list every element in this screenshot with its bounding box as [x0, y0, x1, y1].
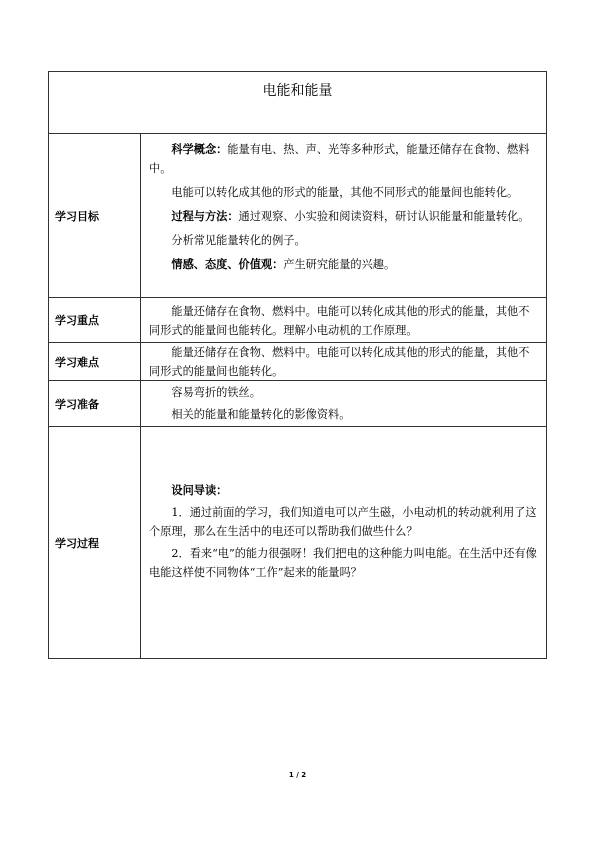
- emotion-text: 产生研究能量的兴趣。: [283, 258, 396, 271]
- content-process: [141, 427, 546, 658]
- row-goals: [49, 134, 546, 298]
- label-goals: 学习目标: [49, 134, 141, 297]
- process-label: 过程与方法：: [171, 210, 239, 223]
- label-process: 学习过程: [49, 427, 141, 658]
- difficulty-text: 能量还储存在食物、燃料中。电能可以转化成其他的形式的能量，其他不同形式的能量间也能转化。: [149, 346, 530, 378]
- content-difficulty: [141, 343, 546, 380]
- row-key-points: [49, 298, 546, 343]
- title-row: [49, 72, 546, 134]
- key-points-text: 能量还储存在食物、燃料中。电能可以转化成其他的形式的能量，其他不同形式的能量间也能转化。理解小电动机的工作原理。: [149, 305, 530, 337]
- page-number: 1 / 2: [288, 771, 307, 779]
- goal-line2: 电能可以转化成其他的形式的能量，其他不同形式的能量间也能转化。: [171, 186, 519, 199]
- process-text: 通过观察、小实验和阅读资料，研讨认识能量和能量转化。: [238, 210, 530, 223]
- process-q1: 1．通过前面的学习，我们知道电可以产生磁，小电动机的转动就利用了这个原理，那么在生活中的电还可以帮助我们做些什么？: [149, 506, 537, 538]
- content-prep: [141, 381, 546, 426]
- content-goals: [141, 134, 546, 297]
- emotion-label: 情感、态度、价值观：: [171, 258, 284, 271]
- goal-process: [149, 207, 539, 226]
- label-prep: 学习准备: [49, 381, 141, 426]
- lesson-table: [48, 71, 547, 659]
- process-q2: 2．看来“电”的能力很强呀！我们把电的这种能力叫电能。在生活中还有像电能这样使不同物体“工作”起来的能量吗？: [149, 547, 537, 579]
- row-process: [49, 427, 546, 658]
- label-difficulty: 学习难点: [49, 343, 141, 380]
- prep-line1: 容易弯折的铁丝。: [171, 386, 261, 399]
- concept-label: 科学概念：: [171, 143, 228, 156]
- prep-line2: 相关的能量和能量转化的影像资料。: [171, 408, 351, 421]
- goal-line4: 分析常见能量转化的例子。: [171, 234, 306, 247]
- goal-concept: [149, 140, 539, 178]
- content-key-points: [141, 298, 546, 342]
- row-difficulty: [49, 343, 546, 381]
- label-key-points: 学习重点: [49, 298, 141, 342]
- goal-emotion: [149, 255, 539, 274]
- page-title: 电能和能量: [262, 83, 333, 99]
- row-prep: [49, 381, 546, 427]
- concept-text: 能量有电、热、声、光等多种形式，能量还储存在食物、燃料中。: [149, 143, 530, 175]
- process-heading: 设问导读：: [171, 484, 228, 497]
